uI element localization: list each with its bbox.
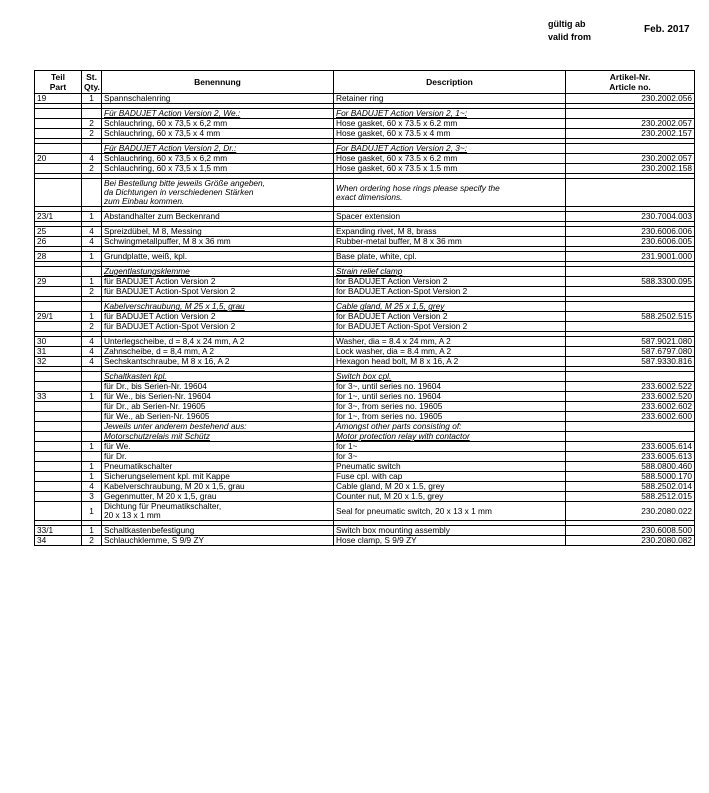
article-cell: 588.5000.170: [566, 472, 695, 482]
qty-cell: 4: [82, 357, 102, 367]
description-en-cell: for 3~, until series no. 19604: [334, 382, 566, 392]
article-cell: [566, 432, 695, 442]
name-de-cell: Schlauchring, 60 x 73,5 x 6,2 mm: [102, 154, 334, 164]
part-cell: 33: [35, 392, 82, 402]
table-row: [35, 422, 695, 432]
qty-cell: 1: [82, 442, 102, 452]
table-row: [35, 462, 695, 472]
qty-cell: [82, 412, 102, 422]
article-cell: 588.2512.015: [566, 492, 695, 502]
description-en-cell: Base plate, white, cpl.: [334, 252, 566, 262]
qty-cell: 2: [82, 536, 102, 546]
part-cell: [35, 502, 82, 521]
name-de-cell: für Dr., ab Serien-Nr. 19605: [102, 402, 334, 412]
description-en-cell: Lock washer, dia = 8.4 mm, A 2: [334, 347, 566, 357]
description-en-cell: Pneumatic switch: [334, 462, 566, 472]
qty-cell: [82, 402, 102, 412]
qty-cell: 1: [82, 277, 102, 287]
name-de-cell: Schlauchring, 60 x 73,5 x 1,5 mm: [102, 164, 334, 174]
qty-cell: 2: [82, 129, 102, 139]
validity-label: [548, 18, 591, 44]
article-cell: 233.6002.520: [566, 392, 695, 402]
qty-cell: [82, 382, 102, 392]
article-cell: [566, 287, 695, 297]
col-article: Artikel-Nr. Article no.: [566, 71, 695, 94]
part-cell: 31: [35, 347, 82, 357]
article-cell: 588.2502.014: [566, 482, 695, 492]
article-cell: 230.2002.157: [566, 129, 695, 139]
table-row: [35, 94, 695, 104]
table-row: [35, 502, 695, 521]
qty-cell: [82, 267, 102, 277]
part-cell: 29/1: [35, 312, 82, 322]
part-cell: [35, 119, 82, 129]
description-en-cell: for BADUJET Action-Spot Version 2: [334, 322, 566, 332]
part-cell: [35, 452, 82, 462]
article-cell: 230.2002.158: [566, 164, 695, 174]
name-de-cell: Sechskantschraube, M 8 x 16, A 2: [102, 357, 334, 367]
qty-cell: 1: [82, 212, 102, 222]
table-row: [35, 452, 695, 462]
table-row: [35, 129, 695, 139]
qty-cell: 2: [82, 322, 102, 332]
description-en-cell: Hose gasket, 60 x 73.5 x 1.5 mm: [334, 164, 566, 174]
qty-cell: 1: [82, 94, 102, 104]
description-en-cell: Spacer extension: [334, 212, 566, 222]
qty-cell: [82, 144, 102, 154]
part-cell: [35, 322, 82, 332]
name-de-cell: Spannschalenring: [102, 94, 334, 104]
article-cell: 233.6002.602: [566, 402, 695, 412]
name-de-cell: Kabelverschraubung, M 20 x 1,5, grau: [102, 482, 334, 492]
part-cell: [35, 492, 82, 502]
table-row: [35, 322, 695, 332]
table-row: [35, 382, 695, 392]
qty-cell: 2: [82, 164, 102, 174]
table-row: [35, 212, 695, 222]
valid-date: Feb. 2017: [644, 24, 690, 35]
article-cell: 587.6797.080: [566, 347, 695, 357]
article-cell: 588.3300.095: [566, 277, 695, 287]
article-cell: 230.2080.082: [566, 536, 695, 546]
table-row: [35, 482, 695, 492]
col-description-en: Description: [334, 71, 566, 94]
article-cell: 230.7004.003: [566, 212, 695, 222]
description-en-cell: for 3~, from series no. 19605: [334, 402, 566, 412]
part-cell: 25: [35, 227, 82, 237]
part-cell: 32: [35, 357, 82, 367]
name-de-cell: Abstandhalter zum Beckenrand: [102, 212, 334, 222]
table-row: [35, 402, 695, 412]
article-cell: 230.2080.022: [566, 502, 695, 521]
description-en-cell: [334, 179, 566, 207]
part-cell: 20: [35, 154, 82, 164]
qty-cell: 4: [82, 227, 102, 237]
col-name-de: Benennung: [102, 71, 334, 94]
qty-cell: 1: [82, 392, 102, 402]
qty-cell: 3: [82, 492, 102, 502]
description-en-cell: for BADUJET Action-Spot Version 2: [334, 287, 566, 297]
part-cell: 29: [35, 277, 82, 287]
name-de-cell: Zugentlastungsklemme: [102, 267, 334, 277]
description-en-cell: for BADUJET Action Version 2: [334, 312, 566, 322]
part-cell: [35, 412, 82, 422]
description-en-cell: Washer, dia = 8.4 x 24 mm, A 2: [334, 337, 566, 347]
name-de-cell: Schlauchring, 60 x 73,5 x 4 mm: [102, 129, 334, 139]
article-cell: 231.9001.000: [566, 252, 695, 262]
description-en-cell: for 3~: [334, 452, 566, 462]
part-cell: [35, 482, 82, 492]
qty-cell: [82, 432, 102, 442]
name-de-cell: für We.: [102, 442, 334, 452]
part-cell: [35, 372, 82, 382]
part-cell: [35, 164, 82, 174]
name-line: Dichtung für Pneumatikschalter,: [104, 501, 222, 511]
part-cell: [35, 267, 82, 277]
table-row: [35, 536, 695, 546]
article-cell: 233.6002.522: [566, 382, 695, 392]
description-en-cell: Counter nut, M 20 x 1.5, grey: [334, 492, 566, 502]
article-cell: 230.6006.005: [566, 237, 695, 247]
note-row: [35, 179, 695, 207]
table-row: [35, 372, 695, 382]
description-en-cell: Motor protection relay with contactor: [334, 432, 566, 442]
name-de-cell: [102, 179, 334, 207]
description-en-cell: Rubber-metal buffer, M 8 x 36 mm: [334, 237, 566, 247]
article-cell: 230.2002.057: [566, 119, 695, 129]
description-en-cell: Expanding rivet, M 8, brass: [334, 227, 566, 237]
table-row: [35, 432, 695, 442]
note-line: When ordering hose rings please specify the: [336, 182, 500, 193]
table-row: [35, 442, 695, 452]
qty-cell: 4: [82, 154, 102, 164]
part-cell: 19: [35, 94, 82, 104]
description-en-cell: Strain relief clamp: [334, 267, 566, 277]
name-de-cell: Schaltkasten kpl.: [102, 372, 334, 382]
qty-cell: 1: [82, 462, 102, 472]
name-de-cell: Schlauchklemme, S 9/9 ZY: [102, 536, 334, 546]
name-de-cell: Kabelverschraubung, M 25 x 1,5, grau: [102, 302, 334, 312]
qty-cell: 4: [82, 482, 102, 492]
table-row: [35, 154, 695, 164]
qty-cell: [82, 372, 102, 382]
col-qty: St. Qty.: [82, 71, 102, 94]
qty-cell: [82, 109, 102, 119]
name-de-cell: Gegenmutter, M 20 x 1,5, grau: [102, 492, 334, 502]
qty-cell: 2: [82, 119, 102, 129]
article-cell: [566, 267, 695, 277]
qty-cell: 4: [82, 337, 102, 347]
description-en-cell: Hexagon head bolt, M 8 x 16, A 2: [334, 357, 566, 367]
part-cell: 30: [35, 337, 82, 347]
table-row: [35, 227, 695, 237]
name-de-cell: Pneumatikschalter: [102, 462, 334, 472]
col-part: Teil Part: [35, 71, 82, 94]
article-cell: 230.2002.056: [566, 94, 695, 104]
part-cell: [35, 462, 82, 472]
article-cell: 588.0800.460: [566, 462, 695, 472]
article-cell: [566, 372, 695, 382]
description-en-cell: for BADUJET Action Version 2: [334, 277, 566, 287]
table-row: [35, 312, 695, 322]
valid-from-en: valid from: [548, 32, 592, 42]
part-cell: 23/1: [35, 212, 82, 222]
qty-cell: [82, 452, 102, 462]
article-cell: [566, 322, 695, 332]
part-cell: [35, 442, 82, 452]
description-en-cell: For BADUJET Action Version 2, 3~:: [334, 144, 566, 154]
table-row: [35, 347, 695, 357]
article-cell: [566, 109, 695, 119]
part-cell: [35, 179, 82, 207]
name-de-cell: für BADUJET Action-Spot Version 2: [102, 287, 334, 297]
qty-cell: 1: [82, 312, 102, 322]
description-en-cell: Retainer ring: [334, 94, 566, 104]
name-de-cell: Spreizdübel, M 8, Messing: [102, 227, 334, 237]
description-en-cell: Hose gasket, 60 x 73.5 x 6.2 mm: [334, 119, 566, 129]
valid-from-de: gültig ab: [548, 19, 586, 29]
part-cell: 26: [35, 237, 82, 247]
description-en-cell: Hose gasket, 60 x 73.5 x 4 mm: [334, 129, 566, 139]
table-row: [35, 119, 695, 129]
table-row: [35, 526, 695, 536]
name-de-cell: für We., ab Serien-Nr. 19605: [102, 412, 334, 422]
qty-cell: 1: [82, 472, 102, 482]
qty-cell: 1: [82, 526, 102, 536]
part-cell: [35, 109, 82, 119]
table-row: [35, 109, 695, 119]
qty-cell: 4: [82, 237, 102, 247]
table-row: [35, 164, 695, 174]
part-cell: [35, 402, 82, 412]
article-cell: 230.6008.500: [566, 526, 695, 536]
qty-cell: 4: [82, 347, 102, 357]
name-de-cell: für BADUJET Action-Spot Version 2: [102, 322, 334, 332]
name-de-cell: Für BADUJET Action Version 2, We.:: [102, 109, 334, 119]
qty-cell: 1: [82, 252, 102, 262]
table-row: [35, 267, 695, 277]
article-cell: 587.9021.080: [566, 337, 695, 347]
parts-table: [34, 70, 695, 546]
name-de-cell: für Dr.: [102, 452, 334, 462]
description-en-cell: Cable gland, M 25 x 1,5, grey: [334, 302, 566, 312]
article-cell: 588.2502.515: [566, 312, 695, 322]
table-row: [35, 287, 695, 297]
description-en-cell: Switch box cpl.: [334, 372, 566, 382]
article-cell: 233.6002.600: [566, 412, 695, 422]
description-en-cell: Seal for pneumatic switch, 20 x 13 x 1 mm: [334, 502, 566, 521]
table-row: [35, 412, 695, 422]
note-line: zum Einbau kommen.: [104, 196, 185, 206]
name-de-cell: Jeweils unter anderem bestehend aus:: [102, 422, 334, 432]
name-de-cell: für BADUJET Action Version 2: [102, 277, 334, 287]
table-row: [35, 144, 695, 154]
qty-cell: [82, 422, 102, 432]
part-cell: [35, 422, 82, 432]
article-cell: [566, 302, 695, 312]
article-cell: [566, 179, 695, 207]
article-cell: [566, 144, 695, 154]
article-cell: [566, 422, 695, 432]
description-en-cell: for 1~, until series no. 19604: [334, 392, 566, 402]
table-row: [35, 472, 695, 482]
description-en-cell: Cable gland, M 20 x 1.5, grey: [334, 482, 566, 492]
name-de-cell: Schwingmetallpuffer, M 8 x 36 mm: [102, 237, 334, 247]
description-en-cell: Hose clamp, S 9/9 ZY: [334, 536, 566, 546]
description-en-cell: for 1~: [334, 442, 566, 452]
part-cell: [35, 302, 82, 312]
name-de-cell: Schaltkastenbefestigung: [102, 526, 334, 536]
part-cell: [35, 144, 82, 154]
article-cell: 230.2002.057: [566, 154, 695, 164]
table-body: [35, 94, 695, 546]
name-de-cell: Sicherungselement kpl. mit Kappe: [102, 472, 334, 482]
table-row: [35, 302, 695, 312]
table-row: [35, 252, 695, 262]
name-de-cell: Schlauchring, 60 x 73,5 x 6,2 mm: [102, 119, 334, 129]
part-cell: 34: [35, 536, 82, 546]
table-row: [35, 492, 695, 502]
qty-cell: 2: [82, 287, 102, 297]
table-row: [35, 237, 695, 247]
part-cell: [35, 472, 82, 482]
qty-cell: 1: [82, 502, 102, 521]
article-cell: 233.6005.614: [566, 442, 695, 452]
table-header-row: [35, 71, 695, 94]
description-en-cell: Fuse cpl. with cap: [334, 472, 566, 482]
part-cell: [35, 432, 82, 442]
name-de-cell: für BADUJET Action Version 2: [102, 312, 334, 322]
note-line: Bei Bestellung bitte jeweils Größe angeben,: [104, 178, 265, 188]
qty-cell: [82, 302, 102, 312]
description-en-cell: Switch box mounting assembly: [334, 526, 566, 536]
name-de-cell: Grundplatte, weiß, kpl.: [102, 252, 334, 262]
name-de-cell: für We., bis Serien-Nr. 19604: [102, 392, 334, 402]
table-row: [35, 357, 695, 367]
table-row: [35, 277, 695, 287]
table-row: [35, 337, 695, 347]
name-line: 20 x 13 x 1 mm: [104, 510, 161, 520]
name-de-cell: Unterlegscheibe, d = 8,4 x 24 mm, A 2: [102, 337, 334, 347]
qty-cell: [82, 179, 102, 207]
name-de-cell: [102, 502, 334, 521]
name-de-cell: Zahnscheibe, d = 8,4 mm, A 2: [102, 347, 334, 357]
note-line: da Dichtungen in verschiedenen Stärken: [104, 187, 254, 197]
description-en-cell: Amongst other parts consisting of:: [334, 422, 566, 432]
name-de-cell: Motorschutzrelais mit Schütz: [102, 432, 334, 442]
name-de-cell: Für BADUJET Action Version 2, Dr.:: [102, 144, 334, 154]
part-cell: 28: [35, 252, 82, 262]
part-cell: [35, 287, 82, 297]
article-cell: 230.6006.006: [566, 227, 695, 237]
description-en-cell: for 1~, from series no. 19605: [334, 412, 566, 422]
part-cell: [35, 382, 82, 392]
note-line: exact dimensions.: [336, 191, 403, 202]
description-en-cell: Hose gasket, 60 x 73.5 x 6.2 mm: [334, 154, 566, 164]
part-cell: 33/1: [35, 526, 82, 536]
article-cell: 587.9330.816: [566, 357, 695, 367]
description-en-cell: For BADUJET Action Version 2, 1~:: [334, 109, 566, 119]
name-de-cell: für Dr., bis Serien-Nr. 19604: [102, 382, 334, 392]
table-row: [35, 392, 695, 402]
part-cell: [35, 129, 82, 139]
article-cell: 233.6005.613: [566, 452, 695, 462]
